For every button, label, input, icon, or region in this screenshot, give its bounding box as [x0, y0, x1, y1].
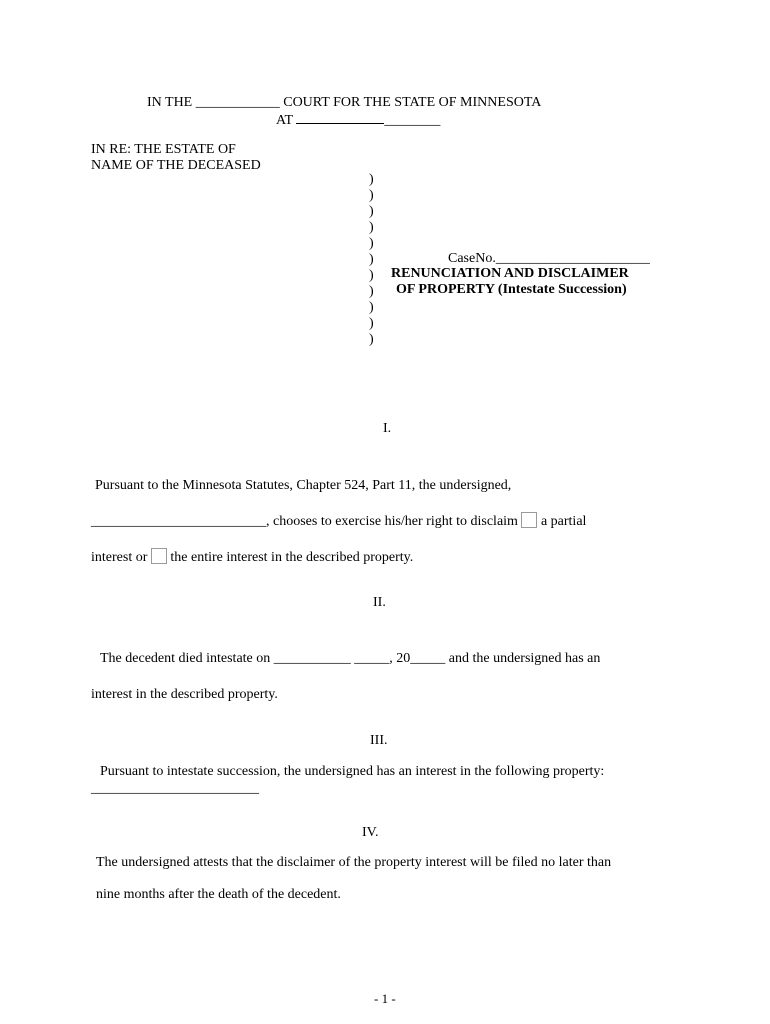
disclaimant-blank-text: _________________________, chooses to exercise his/her right to disclaim: [91, 514, 518, 529]
section1-line2: [91, 512, 586, 530]
estate-line1: IN RE: THE ESTATE OF: [91, 142, 236, 157]
section4-line1: The undersigned attests that the disclaimer of the property interest will be filed no later than: [96, 855, 612, 870]
paren: ): [369, 252, 374, 267]
interest-or-label: interest or: [91, 550, 148, 565]
location-blank-tail: ________: [384, 113, 441, 128]
paren: ): [369, 300, 374, 315]
at-label: AT: [276, 113, 293, 128]
section2-line2: interest in the described property.: [91, 687, 278, 702]
section1-line3: [91, 548, 413, 566]
paren: ): [369, 220, 374, 235]
section1-line1: Pursuant to the Minnesota Statutes, Chapter 524, Part 11, the undersigned,: [95, 478, 512, 493]
paren: ): [369, 284, 374, 299]
section3-line2: ________________________: [91, 781, 259, 796]
section-heading-2: II.: [373, 595, 386, 610]
paren: ): [369, 268, 374, 283]
section-heading-3: III.: [370, 733, 388, 748]
court-header-line1: [147, 95, 541, 111]
location-blank-field[interactable]: [296, 111, 384, 124]
entire-interest-checkbox[interactable]: [151, 548, 167, 564]
estate-line2: NAME OF THE DECEASED: [91, 158, 261, 173]
page-number: - 1 -: [374, 991, 396, 1006]
case-number: CaseNo.______________________: [448, 251, 650, 266]
section4-line2: nine months after the death of the decedent.: [96, 887, 341, 902]
section-heading-1: I.: [383, 421, 392, 436]
paren: ): [369, 316, 374, 331]
court-header-text: IN THE ____________ COURT FOR THE STATE OF MINNESOTA: [147, 95, 542, 110]
paren: ): [369, 172, 374, 187]
caption-divider: [369, 172, 379, 348]
partial-interest-label: a partial: [540, 514, 587, 529]
paren: ): [369, 332, 374, 347]
section3-line1: Pursuant to intestate succession, the undersigned has an interest in the following property:: [100, 764, 605, 779]
section2-line1: The decedent died intestate on ___________ _____, 20_____ and the undersigned has an: [100, 651, 601, 666]
paren: ): [369, 236, 374, 251]
document-title-line2: OF PROPERTY (Intestate Succession): [396, 282, 627, 297]
court-header-line2: [276, 111, 440, 129]
document-title-line1: RENUNCIATION AND DISCLAIMER: [391, 266, 629, 281]
paren: ): [369, 188, 374, 203]
partial-interest-checkbox[interactable]: [521, 512, 537, 528]
paren: ): [369, 204, 374, 219]
entire-interest-label: the entire interest in the described property.: [170, 550, 414, 565]
section-heading-4: IV.: [362, 825, 379, 840]
